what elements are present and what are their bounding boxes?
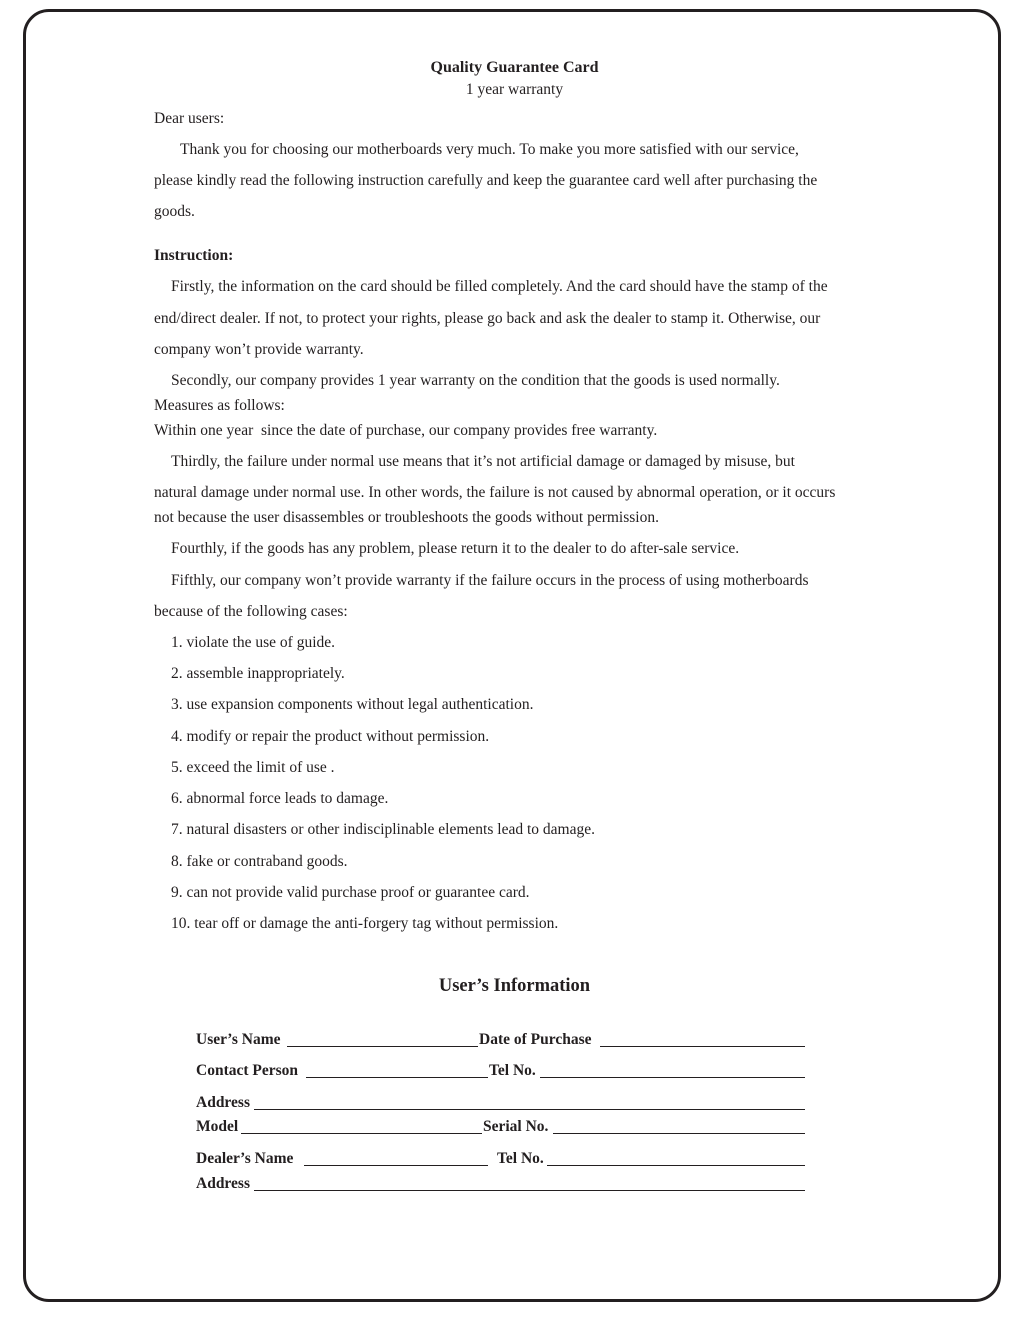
instruction-line: Fifthly, our company won’t provide warranty if the failure occurs in the process of using motherboards bbox=[171, 572, 809, 589]
users-name-label: User’s Name bbox=[196, 1031, 281, 1048]
case-item: 5. exceed the limit of use . bbox=[171, 759, 335, 776]
tel-no-field[interactable] bbox=[540, 1077, 805, 1078]
case-item: 7. natural disasters or other indisciplinable elements lead to damage. bbox=[171, 821, 595, 838]
user-info-heading: User’s Information bbox=[438, 976, 591, 996]
intro-line: goods. bbox=[154, 203, 195, 220]
contact-person-label: Contact Person bbox=[196, 1062, 299, 1079]
model-label: Model bbox=[196, 1118, 239, 1135]
card-title: Quality Guarantee Card bbox=[430, 59, 599, 76]
instruction-line: because of the following cases: bbox=[154, 603, 348, 620]
case-item: 9. can not provide valid purchase proof or guarantee card. bbox=[171, 884, 530, 901]
greeting: Dear users: bbox=[154, 110, 225, 127]
instruction-line: Thirdly, the failure under normal use means that it’s not artificial damage or damaged by misuse, but bbox=[171, 453, 795, 470]
instruction-line: Firstly, the information on the card should be filled completely. And the card should have the stamp of the bbox=[171, 278, 828, 295]
case-item: 6. abnormal force leads to damage. bbox=[171, 790, 389, 807]
date-of-purchase-field[interactable] bbox=[600, 1046, 805, 1047]
instruction-heading: Instruction: bbox=[154, 247, 234, 264]
dealers-name-label: Dealer’s Name bbox=[196, 1150, 294, 1167]
dealer-tel-no-label: Tel No. bbox=[497, 1150, 544, 1167]
model-field[interactable] bbox=[241, 1133, 482, 1134]
dealer-address-label: Address bbox=[196, 1175, 250, 1192]
address-label: Address bbox=[196, 1094, 250, 1111]
instruction-line: end/direct dealer. If not, to protect your rights, please go back and ask the dealer to stamp it. Otherwise, our bbox=[154, 310, 821, 327]
date-of-purchase-label: Date of Purchase bbox=[479, 1031, 592, 1048]
case-item: 3. use expansion components without legal authentication. bbox=[171, 696, 534, 713]
case-item: 4. modify or repair the product without permission. bbox=[171, 728, 490, 745]
instruction-line: not because the user disassembles or troubleshoots the goods without permission. bbox=[154, 509, 659, 526]
instruction-line: company won’t provide warranty. bbox=[154, 341, 364, 358]
instruction-line: natural damage under normal use. In other words, the failure is not caused by abnormal operation, or it occurs bbox=[154, 484, 836, 501]
instruction-line: Secondly, our company provides 1 year warranty on the condition that the goods is used normally. bbox=[171, 372, 780, 389]
instruction-line: Fourthly, if the goods has any problem, please return it to the dealer to do after-sale service. bbox=[171, 540, 740, 557]
card-subtitle: 1 year warranty bbox=[465, 81, 564, 98]
serial-no-field[interactable] bbox=[553, 1133, 805, 1134]
intro-line: Thank you for choosing our motherboards very much. To make you more satisfied with our service, bbox=[180, 141, 799, 158]
address-field[interactable] bbox=[254, 1109, 805, 1110]
dealers-name-field[interactable] bbox=[304, 1165, 488, 1166]
users-name-field[interactable] bbox=[287, 1046, 478, 1047]
dealer-tel-no-field[interactable] bbox=[547, 1165, 805, 1166]
instruction-line: Measures as follows: bbox=[154, 397, 285, 414]
case-item: 1. violate the use of guide. bbox=[171, 634, 335, 651]
case-item: 2. assemble inappropriately. bbox=[171, 665, 345, 682]
serial-no-label: Serial No. bbox=[483, 1118, 549, 1135]
contact-person-field[interactable] bbox=[306, 1077, 488, 1078]
dealer-address-field[interactable] bbox=[254, 1190, 805, 1191]
instruction-line: Within one year since the date of purchase, our company provides free warranty. bbox=[154, 422, 658, 439]
intro-line: please kindly read the following instruction carefully and keep the guarantee card well after purchasing the bbox=[154, 172, 818, 189]
tel-no-label: Tel No. bbox=[489, 1062, 536, 1079]
case-item: 10. tear off or damage the anti-forgery tag without permission. bbox=[171, 915, 559, 932]
case-item: 8. fake or contraband goods. bbox=[171, 853, 348, 870]
